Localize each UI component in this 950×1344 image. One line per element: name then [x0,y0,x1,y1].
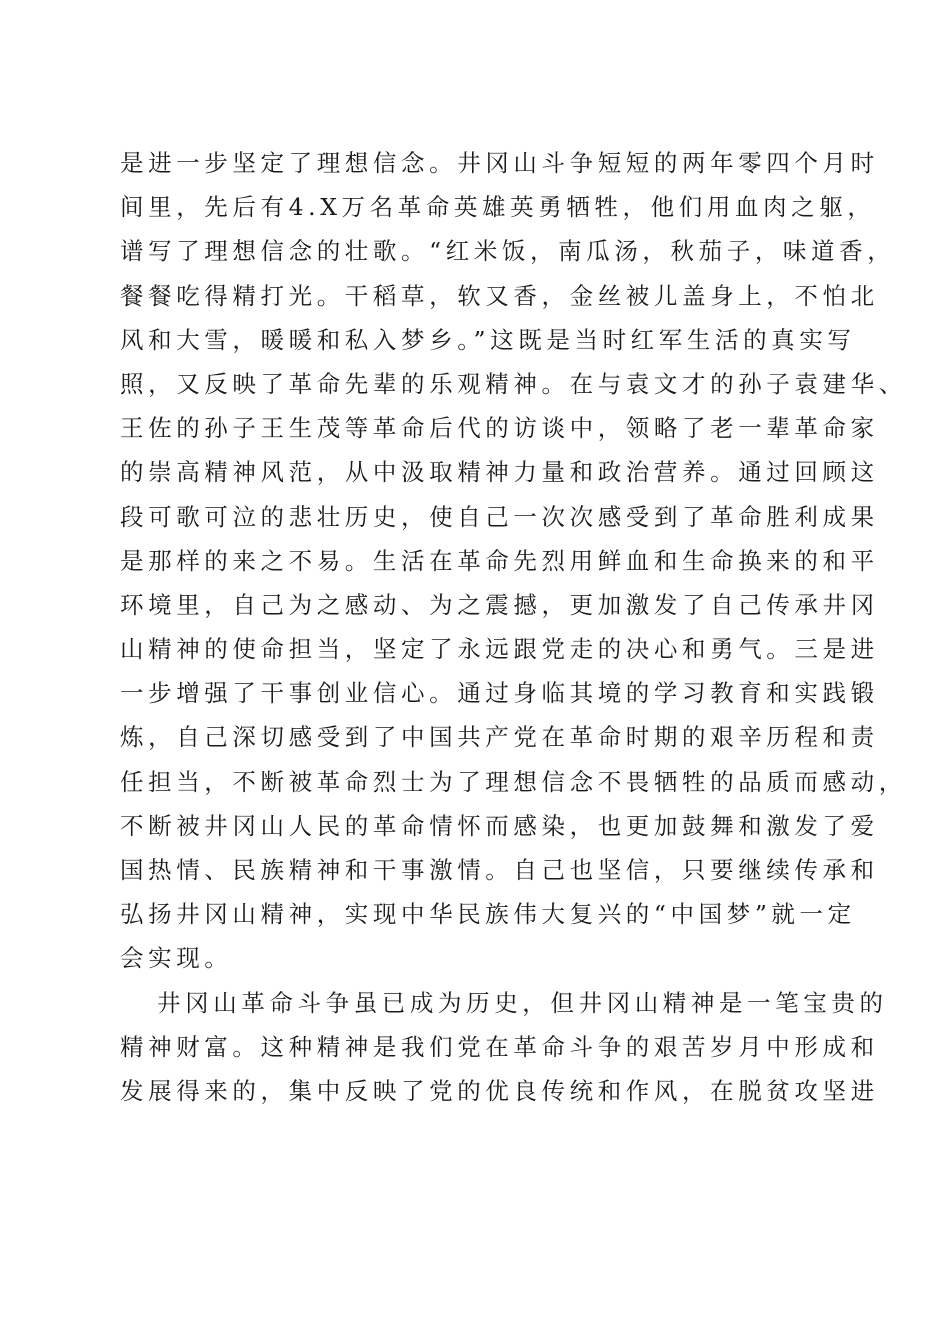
text-line: 弘扬井冈山精神，实现中华民族伟大复兴的“中国梦”就一定 [120,900,856,929]
text-line: 山精神的使命担当，坚定了永远跟党走的决心和勇气。三是进 [120,635,879,664]
text-line: 炼，自己深切感受到了中国共产党在革命时期的艰辛历程和责 [120,723,879,752]
text-line: 是那样的来之不易。生活在革命先烈用鲜血和生命换来的和平 [120,546,879,575]
text-line: 任担当，不断被革命烈士为了理想信念不畏牺牲的品质而感动， [120,767,907,796]
text-line: 国热情、民族精神和干事激情。自己也坚信，只要继续传承和 [120,856,879,884]
paragraph-2 [120,981,888,1114]
text-line: 精神财富。这种精神是我们党在革命斗争的艰苦岁月中形成和 [120,1032,879,1061]
text-line: 段可歌可泣的悲壮历史，使自己一次次感受到了革命胜利成果 [120,502,879,531]
text-line: 风和大雪，暖暖和私入梦乡。”这既是当时红军生活的真实写 [120,325,856,354]
text-line: 的崇高精神风范，从中汲取精神力量和政治营养。通过回顾这 [120,458,879,487]
text-line: 会实现。 [120,944,233,973]
text-line: 间里，先后有4.X万名革命英雄英勇牺牲，他们用血肉之躯， [120,193,876,222]
text-line: 是进一步坚定了理想信念。井冈山斗争短短的两年零四个月时 [120,149,879,177]
text-line: 不断被井冈山人民的革命情怀而感染，也更加鼓舞和激发了爱 [120,811,879,840]
text-line: 照，又反映了革命先辈的乐观精神。在与袁文才的孙子袁建华、 [120,369,907,398]
text-line: 谱写了理想信念的壮歌。“红米饭，南瓜汤，秋茄子，味道香， [120,237,896,266]
body-text [120,141,907,1113]
text-line: 王佐的孙子王生茂等革命后代的访谈中，领略了老一辈革命家 [120,414,879,443]
text-line: 餐餐吃得精打光。干稻草，软又香，金丝被儿盖身上，不怕北 [120,281,879,310]
text-line: 一步增强了干事创业信心。通过身临其境的学习教育和实践锻 [120,679,879,708]
text-line: 环境里，自己为之感动、为之震撼，更加激发了自己传承井冈 [120,590,879,619]
text-line: 发展得来的，集中反映了党的优良传统和作风，在脱贫攻坚进 [120,1076,879,1105]
text-line: 井冈山革命斗争虽已成为历史，但井冈山精神是一笔宝贵的 [157,988,888,1017]
paragraph-1 [120,141,907,981]
